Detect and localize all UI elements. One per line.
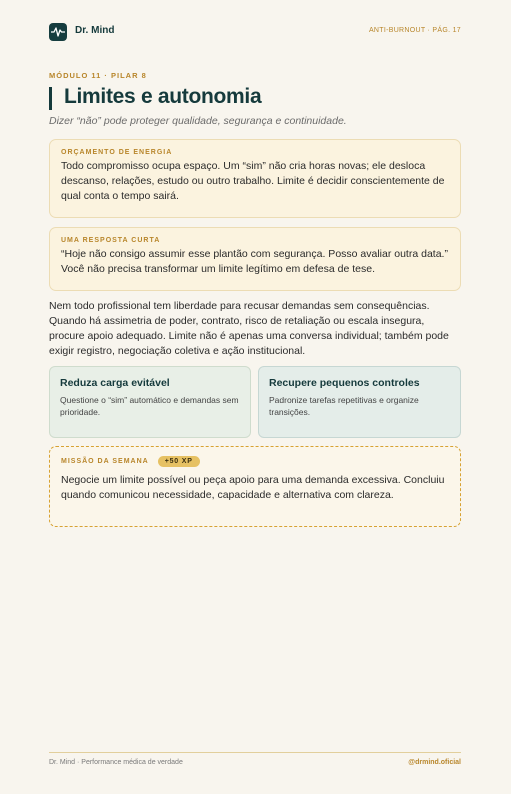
- page-title: Limites e autonomia: [64, 85, 262, 108]
- page-subtitle: Dizer “não” pode proteger qualidade, segurança e continuidade.: [49, 115, 347, 127]
- card-label: UMA RESPOSTA CURTA: [61, 237, 161, 244]
- header: [49, 23, 461, 41]
- title-accent-bar: [49, 87, 52, 110]
- heartbeat-icon: [49, 23, 67, 41]
- card-label: ORÇAMENTO DE ENERGIA: [61, 149, 173, 156]
- page: [49, 0, 461, 794]
- weekly-mission-box: [49, 446, 461, 527]
- tile-title: Recupere pequenos controles: [269, 377, 420, 389]
- footer-divider: [49, 752, 461, 753]
- module-label: MÓDULO 11 · PILAR 8: [49, 71, 147, 80]
- tip-tile-recover-control: [258, 366, 461, 438]
- footer-tagline: Dr. Mind · Performance médica de verdade: [49, 759, 183, 766]
- footer-handle[interactable]: @drmind.oficial: [408, 759, 461, 766]
- short-answer-card: [49, 227, 461, 291]
- energy-budget-card: [49, 139, 461, 218]
- mission-header: [61, 456, 449, 467]
- brand-name: Dr. Mind: [75, 25, 115, 36]
- tip-tile-reduce-load: [49, 366, 251, 438]
- tile-text: Questione o “sim” automático e demandas sem prioridade.: [60, 395, 239, 417]
- mission-label: MISSÃO DA SEMANA: [61, 458, 149, 465]
- xp-badge: +50 XP: [158, 456, 200, 467]
- tile-text: Padronize tarefas repetitivas e organize transições.: [269, 395, 419, 417]
- tile-title: Reduza carga evitável: [60, 377, 170, 389]
- card-body: Todo compromisso ocupa espaço. Um “sim” não cria horas novas; ele desloca descanso, relações, estudo ou outro trabalho. Limite é decidir conscientemente de qual conta o tempo sairá.: [61, 160, 445, 202]
- body-paragraph: Nem todo profissional tem liberdade para recusar demandas sem consequências. Quando há assimetria de poder, contrato, risco de retaliação ou escala insegura, procure apoio adequado. Limite não é apenas uma conversa individual; também pode exigir registro, negociação coletiva e ação institucional.: [49, 300, 449, 357]
- card-body: “Hoje não consigo assumir esse plantão com segurança. Posso avaliar outra data.” Você não precisa transformar um limite legítimo em defesa de tese.: [61, 248, 448, 275]
- page-reference: ANTI-BURNOUT · PÁG. 17: [368, 27, 461, 34]
- mission-body: Negocie um limite possível ou peça apoio para uma demanda excessiva. Concluiu quando comunicou necessidade, capacidade e alternativa com clareza.: [61, 474, 445, 501]
